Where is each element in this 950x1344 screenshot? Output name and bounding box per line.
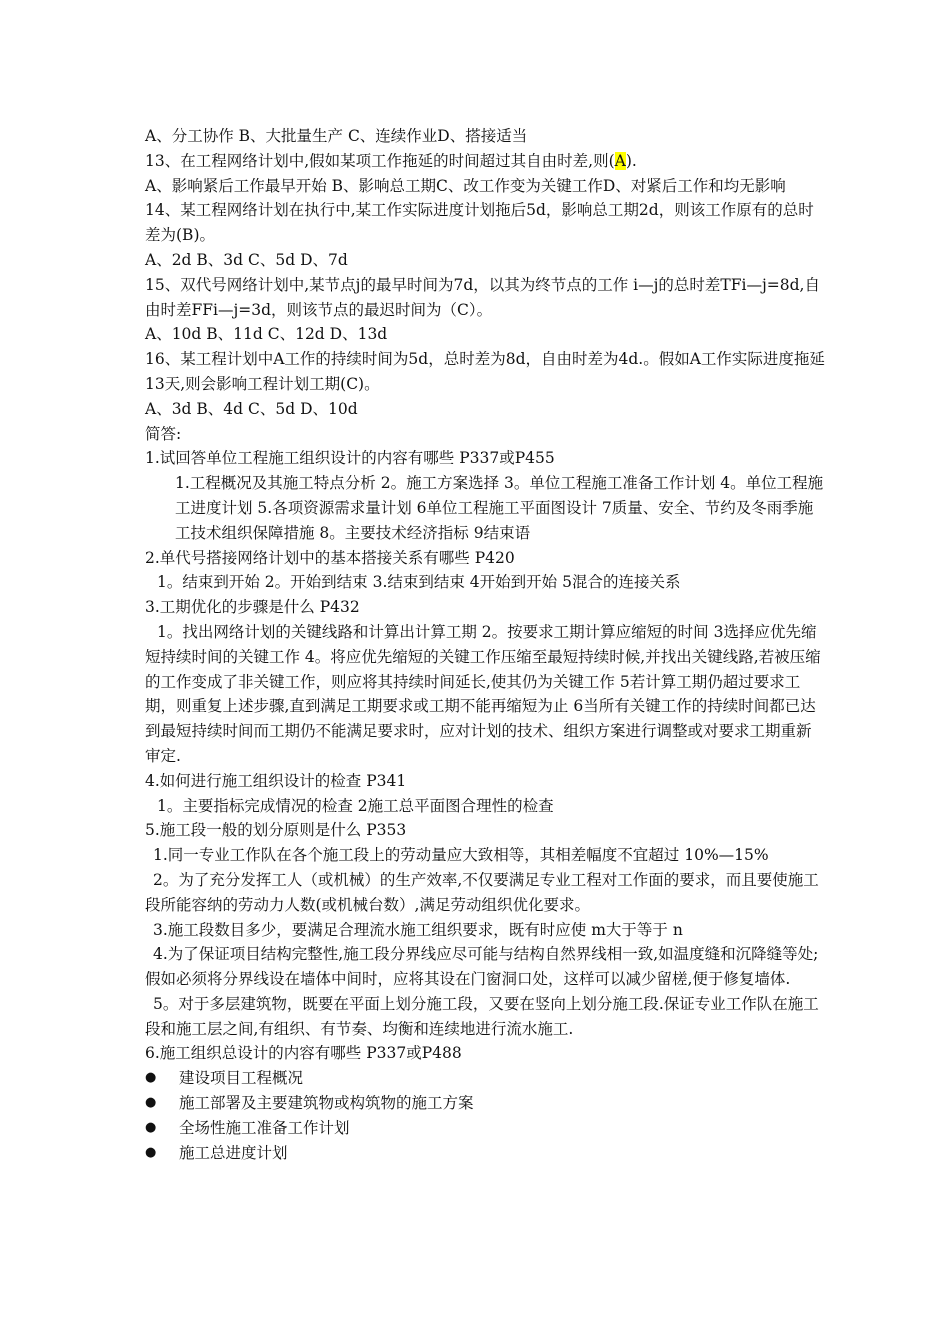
- q13-question: [145, 149, 825, 174]
- sa6-question: 6.施工组织总设计的内容有哪些 P337或P488: [145, 1044, 462, 1063]
- list-item: [145, 1141, 825, 1166]
- sa2-answer: 1。结束到开始 2。开始到结束 3.结束到结束 4开始到开始 5混合的连接关系: [157, 573, 681, 592]
- sa5-point-3: 3.施工段数目多少，要满足合理流水施工组织要求，既有时应使 m大于等于 n: [153, 920, 683, 939]
- sa1-question: 1.试回答单位工程施工组织设计的内容有哪些 P337或P455: [145, 449, 555, 468]
- sa2-question: 2.单代号搭接网络计划中的基本搭接关系有哪些 P420: [145, 548, 515, 567]
- q16-options: A、3d B、4d C、5d D、10d: [145, 399, 358, 418]
- q12-options: A、分工协作 B、大批量生产 C、连续作业D、搭接适当: [145, 127, 528, 145]
- list-item: [145, 1116, 825, 1141]
- q14-question: 14、某工程网络计划在执行中,某工作实际进度计划拖后5d，影响总工期2d，则该工作原有的总时差为(B)。: [145, 201, 814, 245]
- section-heading: 简答:: [145, 424, 182, 443]
- q13-suffix: ).: [625, 151, 637, 170]
- sa3-answer: 1。找出网络计划的关键线路和计算出计算工期 2。按要求工期计算应缩短的时间 3选择应优先缩短持续时间的关键工作 4。将应优先缩短的关键工作压缩至最短持续时候,并找出关键线路,若被压缩的工作变成了非关键工作，则应将其持续时间延长,使其仍为关键工作 5若计算工期仍超过要求工期，则重复上述步骤,直到满足工期要求或工期不能再缩短为止 6当所有关键工作的持续时间都已达到最短持续时间而工期仍不能满足要求时，应对计划的技术、组织方案进行调整或对要求工期重新审定.: [145, 622, 821, 765]
- sa3-question: 3.工期优化的步骤是什么 P432: [145, 598, 360, 617]
- list-item: [145, 1091, 825, 1116]
- bullet-icon: ●: [145, 1070, 157, 1086]
- sa5-question: 5.施工段一般的划分原则是什么 P353: [145, 821, 407, 840]
- q14-options: A、2d B、3d C、5d D、7d: [145, 250, 348, 269]
- list-item: [145, 1066, 825, 1091]
- sa5-point-1: 1.同一专业工作队在各个施工段上的劳动量应大致相等，其相差幅度不宜超过 10%—15%: [153, 846, 769, 865]
- sa5-point-5: 5。对于多层建筑物，既要在平面上划分施工段，又要在竖向上划分施工段.保证专业工作队在施工段和施工层之间,有组织、有节奏、均衡和连续地进行流水施工.: [145, 994, 819, 1038]
- q13-options: A、影响紧后工作最早开始 B、影响总工期C、改工作变为关键工作D、对紧后工作和均无影响: [145, 176, 786, 195]
- list-item-label: 施工部署及主要建筑物或构筑物的施工方案: [179, 1094, 474, 1113]
- list-item-label: 全场性施工准备工作计划: [179, 1118, 350, 1137]
- q13-prefix: 13、在工程网络计划中,假如某项工作拖延的时间超过其自由时差,则(: [145, 151, 615, 170]
- bullet-icon: ●: [145, 1095, 157, 1111]
- sa4-answer: 1。主要指标完成情况的检查 2施工总平面图合理性的检查: [157, 796, 554, 815]
- list-item-label: 施工总进度计划: [179, 1143, 288, 1162]
- sa5-point-2: 2。为了充分发挥工人（或机械）的生产效率,不仅要满足专业工程对工作面的要求，而且要使施工段所能容纳的劳动力人数(或机械台数）,满足劳动组织优化要求。: [145, 870, 819, 914]
- sa1-answer: 1.工程概况及其施工特点分析 2。施工方案选择 3。单位工程施工准备工作计划 4。单位工程施工进度计划 5.各项资源需求量计划 6单位工程施工平面图设计 7质量、安全、节约及冬雨季施工技术组织保障措施 8。主要技术经济指标 9结束语: [175, 474, 824, 542]
- bullet-icon: ●: [145, 1144, 157, 1160]
- q15-question: 15、双代号网络计划中,某节点j的最早时间为7d，以其为终节点的工作 i—j的总时差TFi—j=8d,自由时差FFi—j=3d，则该节点的最迟时间为（C）。: [145, 275, 820, 319]
- q13-answer-highlight: A: [614, 151, 626, 170]
- list-item-label: 建设项目工程概况: [179, 1069, 304, 1088]
- bullet-icon: ●: [145, 1119, 157, 1135]
- sa4-question: 4.如何进行施工组织设计的检查 P341: [145, 771, 407, 790]
- q16-question: 16、某工程计划中A工作的持续时间为5d，总时差为8d，自由时差为4d.。假如A工作实际进度拖延13天,则会影响工程计划工期(C)。: [145, 350, 825, 393]
- sa5-point-4: 4.为了保证项目结构完整性,施工段分界线应尽可能与结构自然界线相一致,如温度缝和沉降缝等处;假如必须将分界线设在墙体中间时，应将其设在门窗洞口处，这样可以减少留槎,便于修复墙体.: [145, 945, 819, 989]
- q15-options: A、10d B、11d C、12d D、13d: [145, 325, 388, 344]
- document-page: [145, 124, 825, 1165]
